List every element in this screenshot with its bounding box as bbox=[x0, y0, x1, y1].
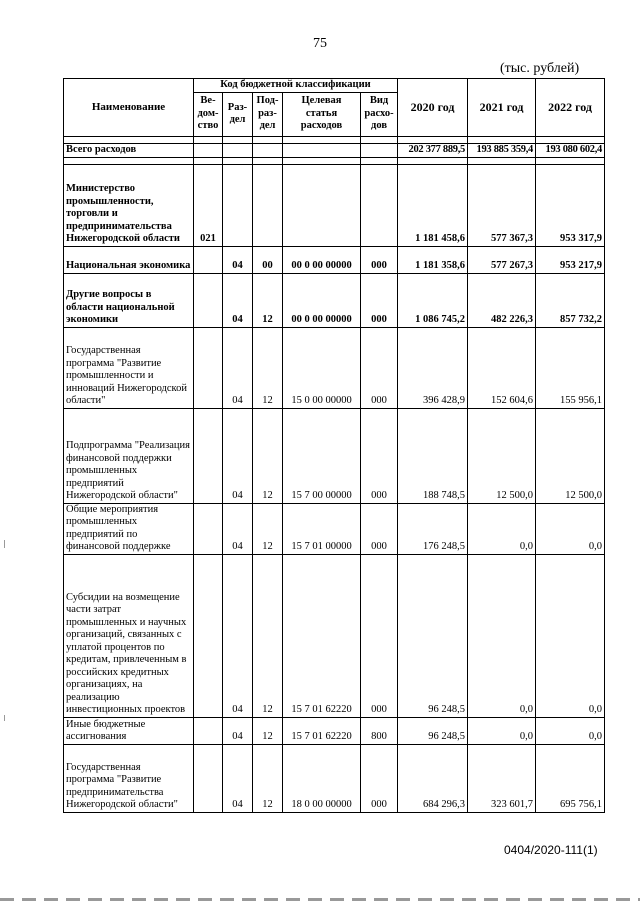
cell-target: 15 7 01 00000 bbox=[283, 503, 361, 554]
cell-y2020: 188 748,5 bbox=[398, 408, 468, 503]
cell-podrazdel: 12 bbox=[253, 408, 283, 503]
table-row bbox=[64, 554, 605, 717]
cell-ved bbox=[194, 717, 223, 744]
cell-razdel: 04 bbox=[223, 327, 253, 408]
cell-y2020: 1 181 358,6 bbox=[398, 246, 468, 273]
table-row bbox=[64, 744, 605, 812]
cell-name: Иные бюджетные ассигнования bbox=[64, 717, 194, 744]
total-row bbox=[64, 143, 605, 157]
header-target: Целевая статья расходов bbox=[283, 92, 361, 136]
cell-name: Другие вопросы в области национальной экономики bbox=[64, 273, 194, 327]
cell-target: 18 0 00 00000 bbox=[283, 744, 361, 812]
cell-podrazdel: 12 bbox=[253, 503, 283, 554]
total-label: Всего расходов bbox=[64, 143, 194, 157]
cell-name: Подпрограмма "Реализация финансовой поддержки промышленных предприятий Нижегородской области" bbox=[64, 408, 194, 503]
cell-ved bbox=[194, 503, 223, 554]
cell-y2020: 684 296,3 bbox=[398, 744, 468, 812]
header-row-1 bbox=[64, 79, 605, 93]
cell-ved bbox=[194, 327, 223, 408]
cell-name: Министерство промышленности, торговли и предпринимательства Нижегородской области bbox=[64, 164, 194, 246]
cell-y2022: 155 956,1 bbox=[536, 327, 605, 408]
cell-vid bbox=[361, 164, 398, 246]
cell-y2022: 953 317,9 bbox=[536, 164, 605, 246]
cell-razdel: 04 bbox=[223, 744, 253, 812]
header-2020: 2020 год bbox=[398, 79, 468, 137]
cell-y2021: 152 604,6 bbox=[468, 327, 536, 408]
cell-target: 15 0 00 00000 bbox=[283, 327, 361, 408]
cell-target: 15 7 01 62220 bbox=[283, 554, 361, 717]
cell-razdel: 04 bbox=[223, 503, 253, 554]
cell-y2020: 396 428,9 bbox=[398, 327, 468, 408]
cell-target: 15 7 00 00000 bbox=[283, 408, 361, 503]
cell-y2022: 953 217,9 bbox=[536, 246, 605, 273]
table-row bbox=[64, 246, 605, 273]
cell-vid: 000 bbox=[361, 408, 398, 503]
cell-podrazdel: 12 bbox=[253, 327, 283, 408]
cell-y2021: 12 500,0 bbox=[468, 408, 536, 503]
cell-vid: 000 bbox=[361, 554, 398, 717]
cell-name: Субсидии на возмещение части затрат промышленных и научных организаций, связанных с уплатой процентов по кредитам, привлеченным в российских кредитных организациях, на реализацию инвестиционных проектов bbox=[64, 554, 194, 717]
cell-ved bbox=[194, 246, 223, 273]
cell-y2022: 0,0 bbox=[536, 554, 605, 717]
cell-y2021: 0,0 bbox=[468, 503, 536, 554]
cell-y2022: 857 732,2 bbox=[536, 273, 605, 327]
cell-y2022: 0,0 bbox=[536, 503, 605, 554]
cell-y2020: 1 181 458,6 bbox=[398, 164, 468, 246]
cell-name: Национальная экономика bbox=[64, 246, 194, 273]
cell-y2022: 0,0 bbox=[536, 717, 605, 744]
cell-podrazdel: 12 bbox=[253, 554, 283, 717]
cell-vid: 000 bbox=[361, 327, 398, 408]
cell-vid: 000 bbox=[361, 503, 398, 554]
cell-y2022: 695 756,1 bbox=[536, 744, 605, 812]
table-row bbox=[64, 717, 605, 744]
cell-vid: 000 bbox=[361, 246, 398, 273]
cell-y2021: 0,0 bbox=[468, 554, 536, 717]
scan-edge-noise bbox=[0, 898, 640, 901]
cell-podrazdel: 12 bbox=[253, 744, 283, 812]
cell-y2020: 176 248,5 bbox=[398, 503, 468, 554]
cell-ved bbox=[194, 273, 223, 327]
cell-y2021: 577 367,3 bbox=[468, 164, 536, 246]
header-2022: 2022 год bbox=[536, 79, 605, 137]
total-2021: 193 885 359,4 bbox=[468, 143, 536, 157]
cell-target bbox=[283, 164, 361, 246]
cell-razdel: 04 bbox=[223, 246, 253, 273]
table-row bbox=[64, 164, 605, 246]
total-2022: 193 080 602,4 bbox=[536, 143, 605, 157]
table-row bbox=[64, 327, 605, 408]
total-2020: 202 377 889,5 bbox=[398, 143, 468, 157]
cell-ved bbox=[194, 554, 223, 717]
spacer-row bbox=[64, 157, 605, 164]
header-podrazdel: Под- раз- дел bbox=[253, 92, 283, 136]
cell-vid: 000 bbox=[361, 273, 398, 327]
cell-y2021: 323 601,7 bbox=[468, 744, 536, 812]
cell-razdel: 04 bbox=[223, 717, 253, 744]
table-row bbox=[64, 408, 605, 503]
cell-podrazdel: 00 bbox=[253, 246, 283, 273]
header-name: Наименование bbox=[64, 79, 194, 137]
cell-y2020: 1 086 745,2 bbox=[398, 273, 468, 327]
cell-target: 15 7 01 62220 bbox=[283, 717, 361, 744]
header-2021: 2021 год bbox=[468, 79, 536, 137]
cell-razdel: 04 bbox=[223, 554, 253, 717]
cell-ved bbox=[194, 408, 223, 503]
cell-name: Государственная программа "Развитие предпринимательства Нижегородской области" bbox=[64, 744, 194, 812]
document-code: 0404/2020-111(1) bbox=[504, 843, 598, 857]
cell-target: 00 0 00 00000 bbox=[283, 273, 361, 327]
cell-name: Общие мероприятия промышленных предприятий по финансовой поддержке bbox=[64, 503, 194, 554]
table-row bbox=[64, 503, 605, 554]
header-code-group: Код бюджетной классификации bbox=[194, 79, 398, 93]
cell-y2021: 482 226,3 bbox=[468, 273, 536, 327]
cell-podrazdel: 12 bbox=[253, 273, 283, 327]
cell-razdel: 04 bbox=[223, 273, 253, 327]
cell-target: 00 0 00 00000 bbox=[283, 246, 361, 273]
cell-razdel bbox=[223, 164, 253, 246]
cell-y2020: 96 248,5 bbox=[398, 717, 468, 744]
page-number: 75 bbox=[313, 36, 327, 51]
cell-vid: 800 bbox=[361, 717, 398, 744]
cell-ved bbox=[194, 744, 223, 812]
cell-y2020: 96 248,5 bbox=[398, 554, 468, 717]
cell-y2021: 0,0 bbox=[468, 717, 536, 744]
header-razdel: Раз- дел bbox=[223, 92, 253, 136]
cell-name: Государственная программа "Развитие промышленности и инноваций Нижегородской области" bbox=[64, 327, 194, 408]
cell-ved: 021 bbox=[194, 164, 223, 246]
cell-y2021: 577 267,3 bbox=[468, 246, 536, 273]
cell-razdel: 04 bbox=[223, 408, 253, 503]
table-body bbox=[64, 136, 605, 812]
spacer-row bbox=[64, 136, 605, 143]
header-vid: Вид расхо- дов bbox=[361, 92, 398, 136]
table-row bbox=[64, 273, 605, 327]
cell-vid: 000 bbox=[361, 744, 398, 812]
budget-table bbox=[63, 78, 605, 813]
units-label: (тыс. рублей) bbox=[500, 61, 580, 76]
header-vedomstvo: Ве- дом- ство bbox=[194, 92, 223, 136]
cell-podrazdel: 12 bbox=[253, 717, 283, 744]
cell-y2022: 12 500,0 bbox=[536, 408, 605, 503]
scan-mark bbox=[4, 715, 5, 721]
scan-mark bbox=[4, 540, 5, 548]
cell-podrazdel bbox=[253, 164, 283, 246]
